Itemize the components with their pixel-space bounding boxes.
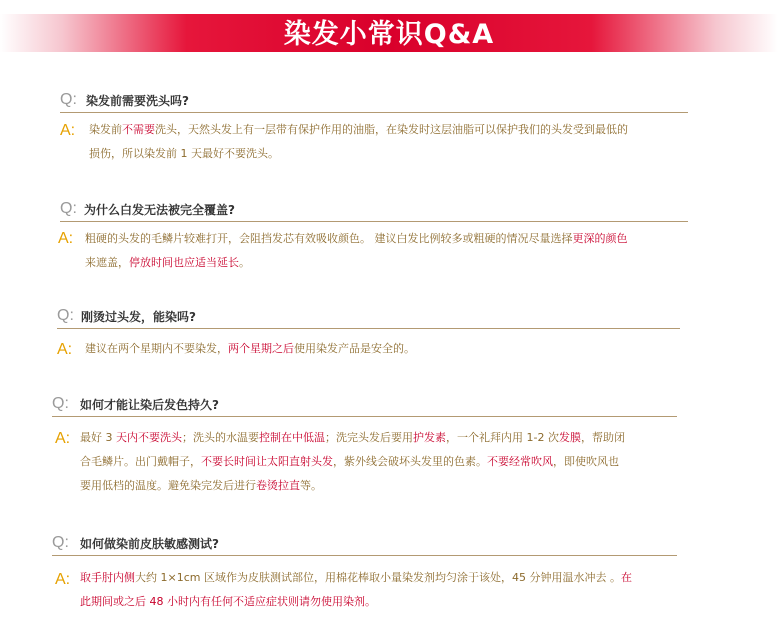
highlight-text: 停放时间也应适当延长 (129, 256, 239, 269)
answer-segment: 。 (239, 256, 250, 269)
highlight-text: 护发素 (413, 431, 446, 444)
question-text: 染发前需要洗头吗? (86, 94, 189, 108)
question-text: 为什么白发无法被完全覆盖? (84, 203, 235, 217)
question-row (60, 199, 688, 222)
a-label: A: (57, 341, 73, 358)
question-row (52, 394, 677, 417)
answer-segment: ，即使吹风也 (553, 455, 619, 468)
highlight-text: 不要经常吹风 (487, 455, 553, 468)
highlight-text: 天内不要洗头 (116, 431, 182, 444)
question-text: 如何才能让染后发色持久? (80, 398, 219, 412)
answer-segment: 建议在两个星期内不要染发， (85, 342, 228, 355)
answer-line (89, 118, 689, 142)
answer-line (89, 142, 689, 166)
answer-segment: 合毛鳞片。出门戴帽子， (80, 455, 201, 468)
page-title: 染发小常识Q&A (283, 19, 495, 50)
q-label: Q: (52, 534, 69, 551)
answer-segment: 粗硬的头发的毛鳞片较难打开，会阻挡发芯有效吸收颜色。 建议白发比例较多或粗硬的情况尽量选择 (85, 232, 573, 245)
answer-segment: ，紫外线会破坏头发里的色素。 (333, 455, 487, 468)
highlight-text: 此期间或之后 48 小时内有任何不适应症状则请勿使用染剂。 (80, 595, 376, 608)
highlight-text: 取手肘内侧 (80, 571, 135, 584)
answer-segment: 损伤，所以染发前 1 天最好不要洗头。 (89, 147, 279, 160)
answer-line (85, 251, 695, 275)
answer-segment: ，帮助闭 (580, 431, 625, 444)
question-row (52, 533, 677, 556)
answer-segment: 等。 (300, 479, 322, 492)
answer-line (85, 337, 685, 361)
answer-line (80, 590, 690, 614)
a-label: A: (55, 571, 71, 588)
q-label: Q: (60, 91, 77, 108)
answer-text (85, 337, 685, 361)
highlight-text: 不要长时间让太阳直射头发 (201, 455, 333, 468)
answer-segment: ；洗完头发后要用 (325, 431, 413, 444)
q-label: Q: (52, 395, 69, 412)
answer-segment: 要用低档的温度。避免染完发后进行 (80, 479, 256, 492)
answer-segment: 使用染发产品是安全的。 (294, 342, 415, 355)
highlight-text: 两个星期之后 (228, 342, 294, 355)
a-label: A: (55, 430, 71, 447)
answer-segment: ；洗头的水温要 (182, 431, 259, 444)
q-label: Q: (60, 200, 77, 217)
highlight-text: 卷烫拉直 (256, 479, 300, 492)
highlight-text: 发膜 (558, 431, 581, 444)
highlight-text: 不需要 (122, 123, 155, 136)
answer-line (80, 426, 685, 450)
q-label: Q: (57, 307, 74, 324)
answer-segment: 最好 3 (80, 431, 116, 444)
answer-line (80, 474, 685, 498)
highlight-text: 控制在中低温 (259, 431, 325, 444)
question-row (60, 90, 688, 113)
question-text: 如何做染前皮肤敏感测试? (80, 537, 219, 551)
answer-segment: 来遮盖， (85, 256, 129, 269)
answer-segment: 染发前 (89, 123, 122, 136)
answer-line (80, 450, 685, 474)
a-label: A: (60, 122, 76, 139)
a-label: A: (58, 230, 74, 247)
answer-segment: 洗头，天然头发上有一层带有保护作用的油脂，在染发时这层油脂可以保护我们的头发受到最低的 (155, 123, 628, 136)
answer-line (80, 566, 690, 590)
highlight-text: 更深的颜色 (572, 232, 628, 245)
answer-line (85, 227, 695, 251)
answer-text (80, 426, 685, 498)
question-text: 刚烫过头发，能染吗? (81, 310, 196, 324)
highlight-text: 在 (620, 571, 632, 584)
answer-segment: ，一个礼拜内用 1-2 次 (446, 431, 559, 444)
answer-segment: 大约 1×1cm 区域作为皮肤测试部位，用棉花棒取小量染发剂均匀涂于该处，45 分钟用温水冲去 。 (135, 571, 621, 584)
question-row (57, 306, 680, 329)
answer-text (85, 227, 695, 275)
answer-text (80, 566, 690, 614)
answer-text (89, 118, 689, 166)
